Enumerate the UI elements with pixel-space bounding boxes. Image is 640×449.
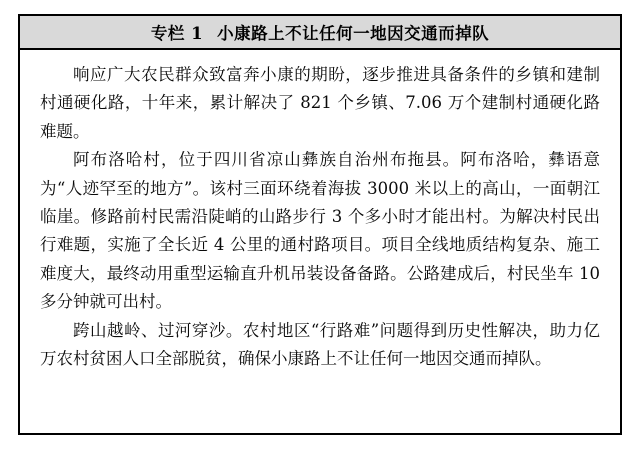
- paragraph: 响应广大农民群众致富奔小康的期盼，逐步推进具备条件的乡镇和建制村通硬化路，十年来，累计解决了 821 个乡镇、7.06 万个建制村通硬化路难题。: [40, 65, 600, 141]
- callout-box-title-bar: [20, 16, 620, 50]
- paragraph: 跨山越岭、过河穿沙。农村地区“行路难”问题得到历史性解决，助力亿万农村贫困人口全部脱贫，确保小康路上不让任何一地因交通而掉队。: [40, 320, 600, 369]
- callout-box-title: [151, 20, 489, 44]
- callout-box-heading: 小康路上不让任何一地因交通而掉队: [217, 24, 490, 43]
- callout-box-number: 专栏 1: [150, 24, 204, 43]
- callout-box: [18, 14, 622, 435]
- callout-box-body: [20, 50, 620, 433]
- paragraph: 阿布洛哈村，位于四川省凉山彝族自治州布拖县。阿布洛哈，彝语意为“人迹罕至的地方”。该村三面环绕着海拔 3000 米以上的高山，一面朝江临崖。修路前村民需沿陡峭的山路步行 3 个多小时才能出村。为解决村民出行难题，实施了全长近 4 公里的通村路项目。项目全线地质结构复杂、施工难度大，最终动用重型运输直升机吊装设备备路。公路建成后，村民坐车 10 多分钟就可出村。: [40, 150, 600, 312]
